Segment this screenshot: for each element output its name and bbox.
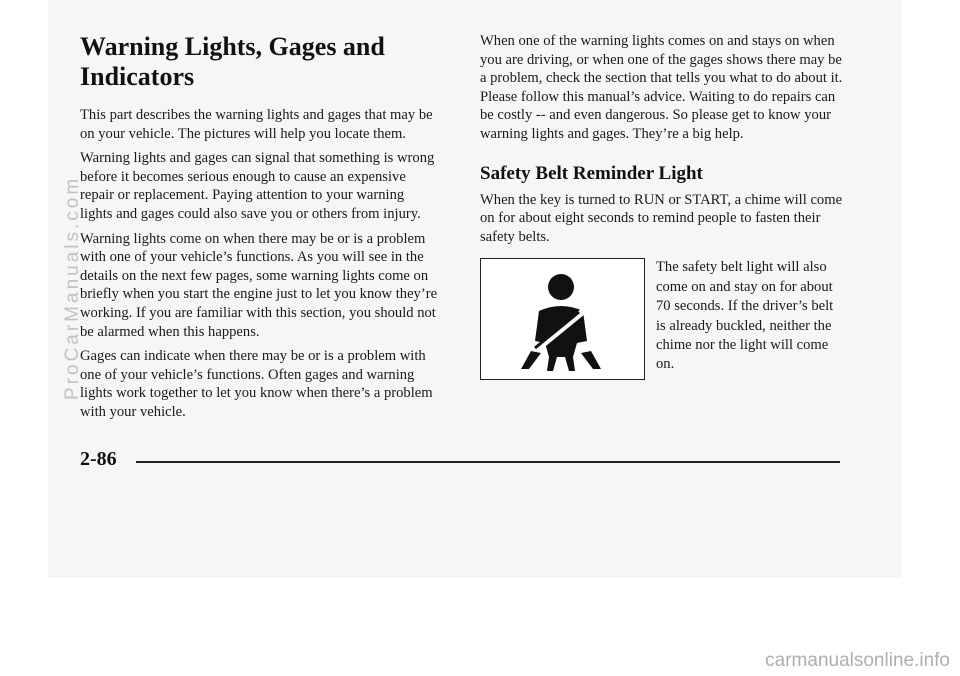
bottom-watermark: carmanualsonline.info (765, 650, 950, 671)
safety-belt-light-box (480, 258, 645, 380)
side-watermark: ProCarManuals.com (62, 175, 83, 400)
figure-caption: The safety belt light will also come on and stay on for about 70 seconds. If the driver’s belt is already buckled, neither the chime nor the light will come on. (656, 259, 834, 373)
section-title: Safety Belt Reminder Light (480, 162, 703, 184)
footer-rule (136, 461, 840, 463)
page-footer (80, 448, 840, 472)
intro-paragraph: When one of the warning lights comes on and stays on when you are driving, or when one of the gages shows there may be a problem, check the section that tells you what to do about it. Please follow this manual’s advice. Waiting to do repairs can be costly -- and even dangerous. So please get to know your warning lights and gages. They’re a big help. (480, 33, 843, 142)
left-column (80, 32, 440, 428)
seatbelt-icon (481, 259, 644, 379)
paragraph: Gages can indicate when there may be or is a problem with one of your vehicle’s functions. Often gages and warning lights work together to let you know when there’s a problem with your vehicle. (80, 348, 433, 420)
page-title: Warning Lights, Gages and Indicators (80, 32, 385, 91)
section-paragraph: When the key is turned to RUN or START, a chime will come on for about eight seconds to remind people to fasten their safety belts. (480, 191, 843, 245)
safety-belt-figure (480, 258, 845, 388)
paragraph: Warning lights and gages can signal that something is wrong before it becomes serious enough to cause an expensive repair or replacement. Paying attention to your warning lights and gages could also save you or others from injury. (80, 150, 435, 222)
paragraph: This part describes the warning lights and gages that may be on your vehicle. The pictures will help you locate them. (80, 107, 433, 142)
page-number: 2-86 (80, 448, 117, 470)
right-column (480, 32, 845, 388)
paragraph: Warning lights come on when there may be or is a problem with one of your vehicle’s functions. As you will see in the details on the next few pages, some warning lights come on briefly when you start the engine just to let you know they’re working. If you are familiar with this section, you should not be alarmed when this happens. (80, 230, 438, 340)
